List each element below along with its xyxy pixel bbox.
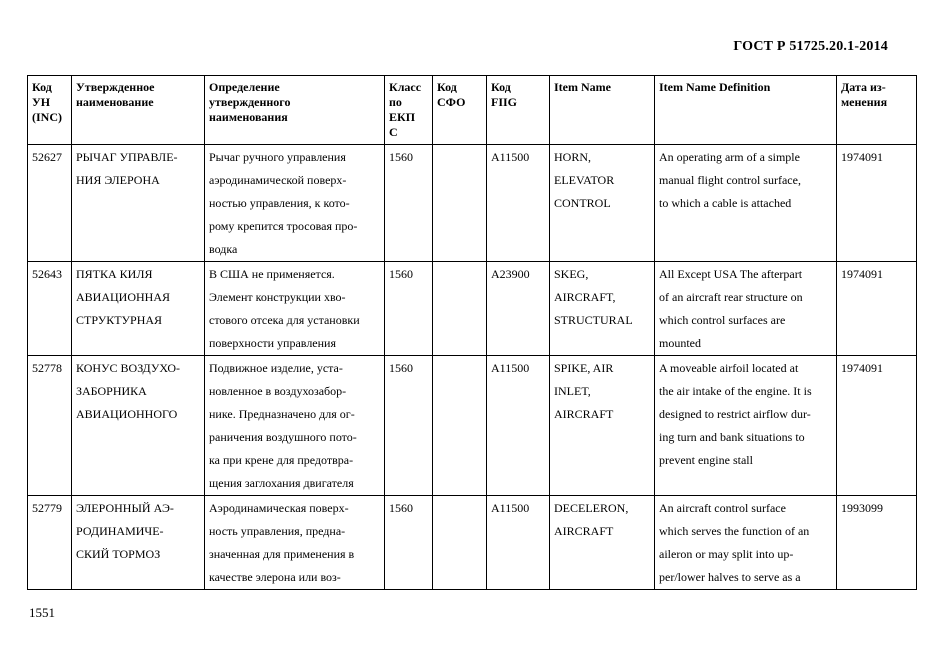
cell-sfo [433, 496, 487, 590]
header-code: Код УН (INC) [28, 76, 72, 145]
header-change-date: Дата из- менения [837, 76, 917, 145]
table-row [28, 356, 917, 496]
header-item-name: Item Name [550, 76, 655, 145]
header-item-definition: Item Name Definition [655, 76, 837, 145]
cell-definition: В США не применяется. Элемент конструкции хво- стового отсека для установки поверхности управления [205, 262, 385, 356]
cell-change-date: 1974091 [837, 145, 917, 262]
cell-code: 52643 [28, 262, 72, 356]
cell-definition: Рычаг ручного управления аэродинамической поверх- ностью управления, к кото- рому крепится тросовая про- водка [205, 145, 385, 262]
cell-change-date: 1993099 [837, 496, 917, 590]
document-standard-number: ГОСТ Р 51725.20.1-2014 [733, 39, 888, 54]
cell-code: 52778 [28, 356, 72, 496]
cell-item-name: SKEG, AIRCRAFT, STRUCTURAL [550, 262, 655, 356]
cell-item-definition: An operating arm of a simple manual flight control surface, to which a cable is attached [655, 145, 837, 262]
header-approved-name: Утвержденное наименование [72, 76, 205, 145]
cell-fiig: A11500 [487, 145, 550, 262]
cell-item-definition: A moveable airfoil located at the air intake of the engine. It is designed to restrict airflow dur- ing turn and bank situations to prevent engine stall [655, 356, 837, 496]
table-row [28, 145, 917, 262]
cell-item-name: DECELERON, AIRCRAFT [550, 496, 655, 590]
cell-fiig: A11500 [487, 356, 550, 496]
cell-sfo [433, 145, 487, 262]
header-sfo: Код СФО [433, 76, 487, 145]
cell-approved-name: ПЯТКА КИЛЯ АВИАЦИОННАЯ СТРУКТУРНАЯ [72, 262, 205, 356]
header-definition: Определение утвержденного наименования [205, 76, 385, 145]
cell-approved-name: КОНУС ВОЗДУХО- ЗАБОРНИКА АВИАЦИОННОГО [72, 356, 205, 496]
header-fiig: Код FIIG [487, 76, 550, 145]
table-header-row [28, 76, 917, 145]
cell-item-definition: An aircraft control surface which serves the function of an aileron or may split into up- per/lower halves to serve as a [655, 496, 837, 590]
cell-fiig: A11500 [487, 496, 550, 590]
cell-code: 52779 [28, 496, 72, 590]
catalog-table [27, 75, 917, 590]
table-row [28, 496, 917, 590]
cell-approved-name: РЫЧАГ УПРАВЛЕ- НИЯ ЭЛЕРОНА [72, 145, 205, 262]
page-number: 1551 [29, 605, 55, 620]
table-row [28, 262, 917, 356]
cell-class: 1560 [385, 356, 433, 496]
cell-class: 1560 [385, 496, 433, 590]
cell-fiig: A23900 [487, 262, 550, 356]
cell-sfo [433, 262, 487, 356]
cell-item-name: HORN, ELEVATOR CONTROL [550, 145, 655, 262]
cell-sfo [433, 356, 487, 496]
header-class: Класс по ЕКП С [385, 76, 433, 145]
cell-definition: Подвижное изделие, уста- новленное в воздухозабор- нике. Предназначено для ог- раничения воздушного пото- ка при крене для предотвра- щения заглохания двигателя [205, 356, 385, 496]
cell-change-date: 1974091 [837, 262, 917, 356]
cell-class: 1560 [385, 262, 433, 356]
cell-code: 52627 [28, 145, 72, 262]
cell-item-name: SPIKE, AIR INLET, AIRCRAFT [550, 356, 655, 496]
cell-approved-name: ЭЛЕРОННЫЙ АЭ- РОДИНАМИЧЕ- СКИЙ ТОРМОЗ [72, 496, 205, 590]
cell-item-definition: All Except USA The afterpart of an aircraft rear structure on which control surfaces are mounted [655, 262, 837, 356]
cell-class: 1560 [385, 145, 433, 262]
cell-definition: Аэродинамическая поверх- ность управления, предна- значенная для применения в качестве элерона или воз- [205, 496, 385, 590]
cell-change-date: 1974091 [837, 356, 917, 496]
